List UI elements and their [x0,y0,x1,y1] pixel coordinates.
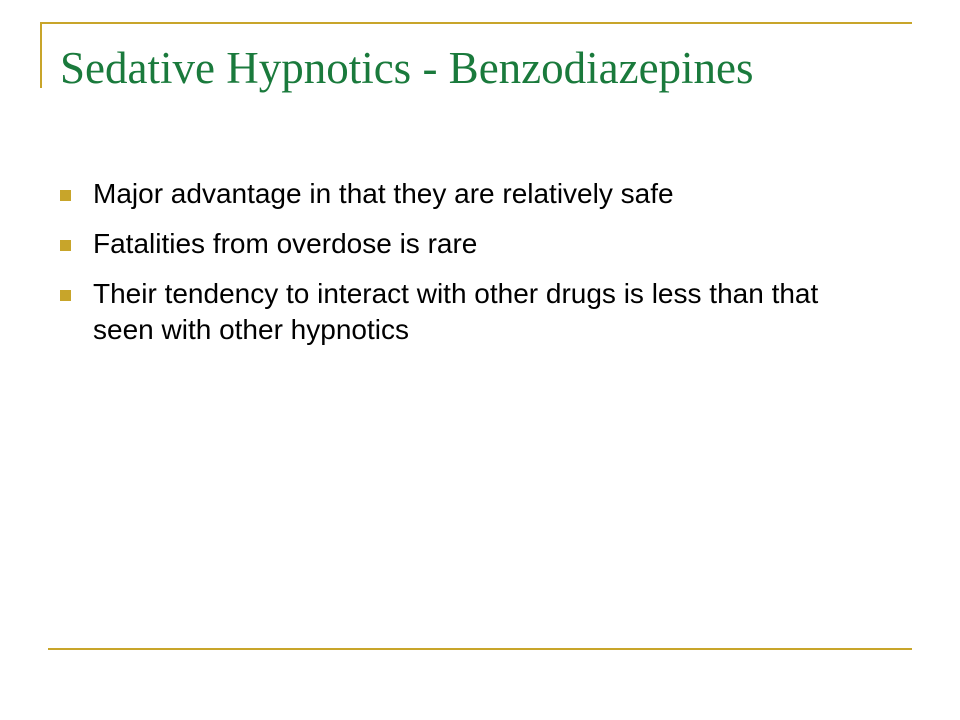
bullet-text: Fatalities from overdose is rare [93,228,478,259]
bullet-text: Their tendency to interact with other drugs is less than that seen with other hypnotics [93,278,819,345]
bullet-item [60,276,860,348]
frame-bottom-rule [48,648,912,650]
bullet-item [60,226,860,262]
square-bullet-icon [60,290,71,301]
square-bullet-icon [60,240,71,251]
frame-left-rule [40,22,42,88]
frame-top-rule [40,22,912,24]
bullet-list [60,176,860,362]
bullet-item [60,176,860,212]
slide-title: Sedative Hypnotics - Benzodiazepines [60,43,754,93]
bullet-text: Major advantage in that they are relatively safe [93,178,674,209]
square-bullet-icon [60,190,71,201]
